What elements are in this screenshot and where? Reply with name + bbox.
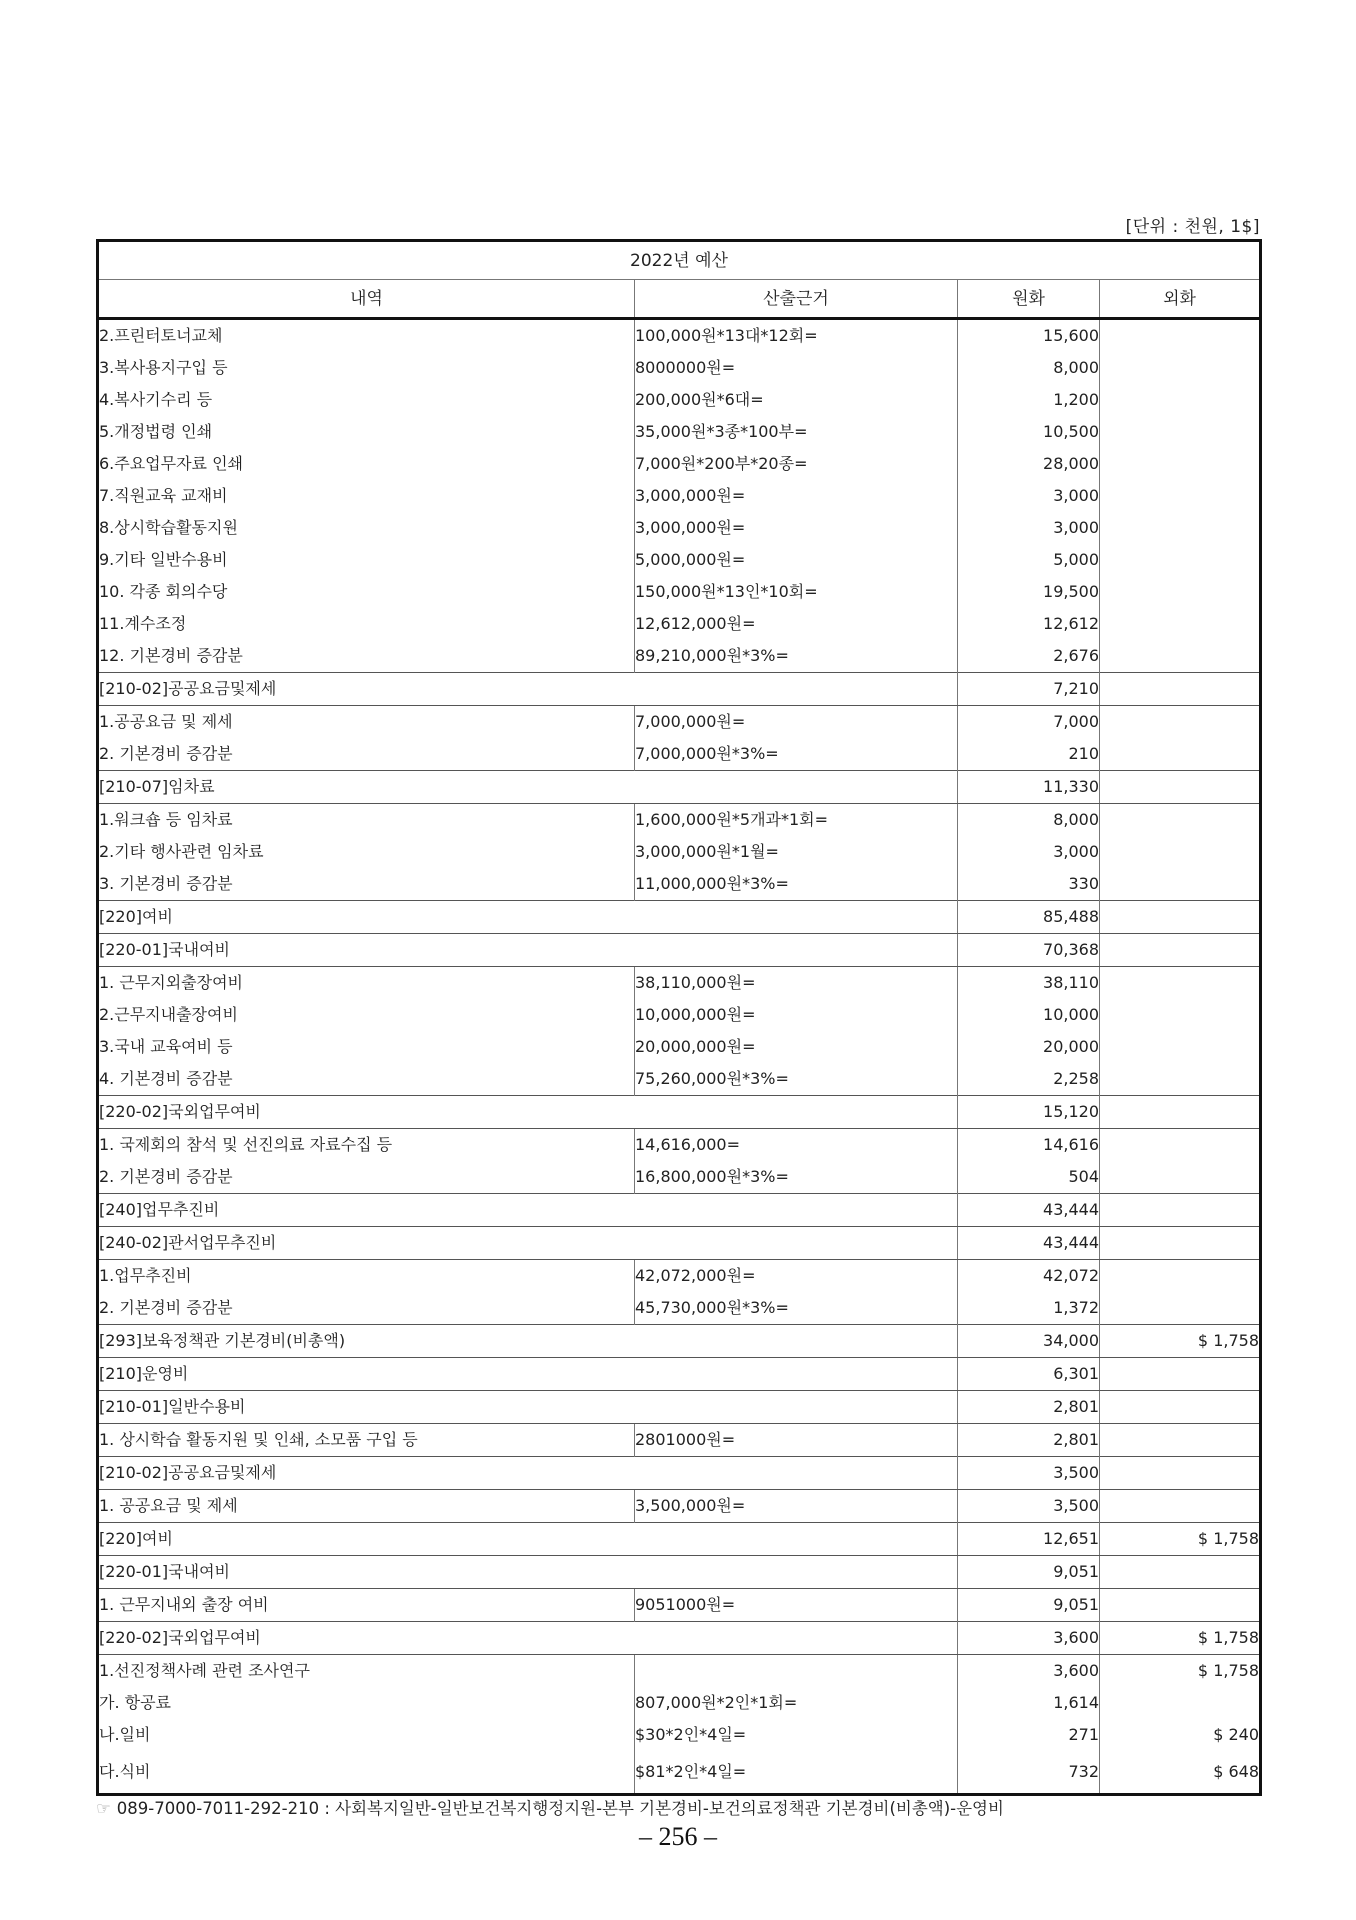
item-row: [98, 608, 1261, 640]
krw-amount: 85,488: [958, 901, 1100, 934]
section-row: [98, 934, 1261, 967]
column-header-fx: 외화: [1100, 280, 1261, 319]
fx-amount: [1100, 1490, 1261, 1523]
krw-amount: 7,000: [958, 706, 1100, 739]
calculation-basis: 1,600,000원*5개과*1회=: [635, 804, 958, 837]
calculation-basis: 100,000원*13대*12회=: [635, 319, 958, 353]
calculation-basis: 7,000원*200부*20종=: [635, 448, 958, 480]
krw-amount: 9,051: [958, 1589, 1100, 1622]
fx-amount: [1100, 544, 1261, 576]
item-row: [98, 512, 1261, 544]
section-label: [210]운영비: [98, 1358, 958, 1391]
krw-amount: 70,368: [958, 934, 1100, 967]
krw-amount: 3,600: [958, 1655, 1100, 1688]
item-label: 1. 상시학습 활동지원 및 인쇄, 소모품 구입 등: [98, 1424, 635, 1457]
calculation-basis: 42,072,000원=: [635, 1260, 958, 1293]
krw-amount: 9,051: [958, 1556, 1100, 1589]
fx-amount: [1100, 608, 1261, 640]
item-row: [98, 576, 1261, 608]
fx-amount: [1100, 1687, 1261, 1719]
fx-amount: [1100, 934, 1261, 967]
section-row: [98, 771, 1261, 804]
column-header-krw: 원화: [958, 280, 1100, 319]
krw-amount: 3,000: [958, 480, 1100, 512]
krw-amount: 7,210: [958, 673, 1100, 706]
fx-amount: $ 1,758: [1100, 1325, 1261, 1358]
krw-amount: 19,500: [958, 576, 1100, 608]
item-label: 9.기타 일반수용비: [99, 550, 228, 569]
column-header-item: 내역: [98, 280, 635, 319]
fx-amount: [1100, 448, 1261, 480]
krw-amount: 3,500: [958, 1490, 1100, 1523]
krw-amount: 10,500: [958, 416, 1100, 448]
item-label: 1.선진정책사례 관련 조사연구: [98, 1655, 635, 1688]
calculation-basis: 14,616,000=: [635, 1129, 958, 1162]
krw-amount: 42,072: [958, 1260, 1100, 1293]
item-row: [98, 706, 1261, 739]
item-row: [98, 967, 1261, 1000]
section-label: [293]보육정책관 기본경비(비총액): [98, 1325, 958, 1358]
fx-amount: [1100, 999, 1261, 1031]
item-label: 4.복사기수리 등: [99, 390, 213, 409]
item-label: 11.계수조정: [99, 614, 187, 633]
item-label: 3.복사용지구입 등: [99, 358, 228, 377]
krw-amount: 3,500: [958, 1457, 1100, 1490]
krw-amount: 3,000: [958, 512, 1100, 544]
krw-amount: 210: [958, 738, 1100, 771]
fx-amount: [1100, 1358, 1261, 1391]
item-row: [98, 1292, 1261, 1325]
section-label: [220]여비: [98, 1523, 958, 1556]
item-label: 5.개정법령 인쇄: [99, 422, 213, 441]
section-label: [220-01]국내여비: [98, 934, 958, 967]
krw-amount: 1,372: [958, 1292, 1100, 1325]
section-row: [98, 1391, 1261, 1424]
calculation-basis: 7,000,000원=: [635, 706, 958, 739]
item-row: [98, 1424, 1261, 1457]
fx-amount: [1100, 1556, 1261, 1589]
calculation-basis: 3,500,000원=: [635, 1490, 958, 1523]
item-row: [98, 804, 1261, 837]
fx-amount: $ 240: [1100, 1719, 1261, 1751]
section-row: [98, 1194, 1261, 1227]
calculation-basis: 150,000원*13인*10회=: [635, 576, 958, 608]
calculation-basis: 12,612,000원=: [635, 608, 958, 640]
item-row: [98, 544, 1261, 576]
item-label: 2. 기본경비 증감분: [99, 1167, 233, 1186]
item-label: 10. 각종 회의수당: [99, 582, 228, 601]
calculation-basis: 3,000,000원=: [635, 480, 958, 512]
item-label: 1.워크숍 등 임차료: [98, 804, 635, 837]
item-label: 2.근무지내출장여비: [99, 1005, 238, 1024]
krw-amount: 6,301: [958, 1358, 1100, 1391]
fx-amount: [1100, 967, 1261, 1000]
item-label: 1.업무추진비: [98, 1260, 635, 1293]
calculation-basis: 75,260,000원*3%=: [635, 1063, 958, 1096]
item-row: [98, 1063, 1261, 1096]
section-label: [240-02]관서업무추진비: [98, 1227, 958, 1260]
fx-amount: [1100, 706, 1261, 739]
item-label: 8.상시학습활동지원: [99, 518, 238, 537]
calculation-basis: 2801000원=: [635, 1424, 958, 1457]
fx-amount: [1100, 384, 1261, 416]
item-row: [98, 1655, 1261, 1688]
footnote-text: 089-7000-7011-292-210 : 사회복지일반-일반보건복지행정지원-본부 기본경비-보건의료정책관 기본경비(비총액)-운영비: [116, 1799, 1004, 1818]
item-label: 1. 국제회의 참석 및 선진의료 자료수집 등: [98, 1129, 635, 1162]
calculation-basis: 89,210,000원*3%=: [635, 640, 958, 673]
krw-amount: 20,000: [958, 1031, 1100, 1063]
calculation-basis: 807,000원*2인*1회=: [635, 1687, 958, 1719]
krw-amount: 271: [958, 1719, 1100, 1751]
fx-amount: [1100, 576, 1261, 608]
section-row: [98, 1325, 1261, 1358]
item-row: [98, 738, 1261, 771]
krw-amount: 34,000: [958, 1325, 1100, 1358]
item-row: [98, 999, 1261, 1031]
fx-amount: [1100, 319, 1261, 353]
krw-amount: 12,651: [958, 1523, 1100, 1556]
fx-amount: [1100, 416, 1261, 448]
calculation-basis: 200,000원*6대=: [635, 384, 958, 416]
item-label: 2. 기본경비 증감분: [99, 1298, 233, 1317]
krw-amount: 732: [958, 1751, 1100, 1795]
item-row: [98, 1490, 1261, 1523]
item-label: 3.국내 교육여비 등: [99, 1037, 233, 1056]
krw-amount: 12,612: [958, 608, 1100, 640]
item-label: 4. 기본경비 증감분: [99, 1069, 233, 1088]
fx-amount: [1100, 512, 1261, 544]
fx-amount: [1100, 804, 1261, 837]
fx-amount: [1100, 1096, 1261, 1129]
krw-amount: 38,110: [958, 967, 1100, 1000]
krw-amount: 3,000: [958, 836, 1100, 868]
fx-amount: [1100, 1260, 1261, 1293]
section-label: [220-01]국내여비: [98, 1556, 958, 1589]
fx-amount: [1100, 1129, 1261, 1162]
item-label: 1. 근무지내외 출장 여비: [98, 1589, 635, 1622]
section-label: [220-02]국외업무여비: [98, 1096, 958, 1129]
item-row: [98, 384, 1261, 416]
item-row: [98, 868, 1261, 901]
calculation-basis: $81*2인*4일=: [635, 1751, 958, 1795]
footnote: [96, 1795, 1004, 1819]
pointing-hand-icon: ☞: [96, 1799, 111, 1818]
fx-amount: [1100, 1194, 1261, 1227]
fx-amount: $ 1,758: [1100, 1523, 1261, 1556]
section-label: [220-02]국외업무여비: [98, 1622, 958, 1655]
item-row: [98, 448, 1261, 480]
krw-amount: 2,258: [958, 1063, 1100, 1096]
krw-amount: 8,000: [958, 804, 1100, 837]
item-row: [98, 1129, 1261, 1162]
fx-amount: [1100, 1457, 1261, 1490]
unit-label: [단위 : 천원, 1$]: [1125, 217, 1260, 237]
calculation-basis: 3,000,000원*1월=: [635, 836, 958, 868]
item-label: 2.기타 행사관련 임차료: [99, 842, 264, 861]
krw-amount: 1,200: [958, 384, 1100, 416]
calculation-basis: [635, 1655, 958, 1688]
krw-amount: 2,801: [958, 1391, 1100, 1424]
fx-amount: [1100, 771, 1261, 804]
section-label: [220]여비: [98, 901, 958, 934]
section-row: [98, 1622, 1261, 1655]
item-row: [98, 1687, 1261, 1719]
section-row: [98, 1523, 1261, 1556]
item-label: 나.일비: [99, 1725, 151, 1744]
column-header-basis: 산출근거: [635, 280, 958, 319]
fx-amount: [1100, 1063, 1261, 1096]
calculation-basis: 5,000,000원=: [635, 544, 958, 576]
krw-amount: 330: [958, 868, 1100, 901]
section-label: [210-02]공공요금및제세: [98, 1457, 958, 1490]
calculation-basis: 7,000,000원*3%=: [635, 738, 958, 771]
section-row: [98, 1227, 1261, 1260]
krw-amount: 3,600: [958, 1622, 1100, 1655]
fx-amount: [1100, 836, 1261, 868]
fx-amount: [1100, 673, 1261, 706]
item-label: 다.식비: [99, 1762, 151, 1781]
calculation-basis: 38,110,000원=: [635, 967, 958, 1000]
item-label: 가. 항공료: [99, 1693, 171, 1712]
fx-amount: [1100, 1227, 1261, 1260]
page-number: – 256 –: [639, 1822, 717, 1851]
item-label: 7.직원교육 교재비: [99, 486, 228, 505]
calculation-basis: 10,000,000원=: [635, 999, 958, 1031]
krw-amount: 15,600: [958, 319, 1100, 353]
item-label: 6.주요업무자료 인쇄: [99, 454, 243, 473]
krw-amount: 15,120: [958, 1096, 1100, 1129]
budget-table: [96, 239, 1262, 1796]
krw-amount: 5,000: [958, 544, 1100, 576]
section-row: [98, 1457, 1261, 1490]
item-label: 1.공공요금 및 제세: [98, 706, 635, 739]
item-row: [98, 1161, 1261, 1194]
krw-amount: 2,801: [958, 1424, 1100, 1457]
fx-amount: [1100, 738, 1261, 771]
fx-amount: [1100, 901, 1261, 934]
item-label: 2. 기본경비 증감분: [99, 744, 233, 763]
item-row: [98, 416, 1261, 448]
item-label: 2.프린터토너교체: [99, 326, 223, 345]
item-label: 1. 근무지외출장여비: [98, 967, 635, 1000]
fx-amount: [1100, 1161, 1261, 1194]
year-header: 2022년 예산: [98, 241, 1261, 280]
fx-amount: [1100, 1391, 1261, 1424]
item-row: [98, 1031, 1261, 1063]
section-label: [240]업무추진비: [98, 1194, 958, 1227]
item-row: [98, 1751, 1261, 1795]
calculation-basis: 3,000,000원=: [635, 512, 958, 544]
fx-amount: [1100, 480, 1261, 512]
krw-amount: 2,676: [958, 640, 1100, 673]
krw-amount: 14,616: [958, 1129, 1100, 1162]
fx-amount: [1100, 1424, 1261, 1457]
krw-amount: 1,614: [958, 1687, 1100, 1719]
fx-amount: [1100, 1031, 1261, 1063]
fx-amount: $ 648: [1100, 1751, 1261, 1795]
calculation-basis: $30*2인*4일=: [635, 1719, 958, 1751]
krw-amount: 8,000: [958, 352, 1100, 384]
item-label: 12. 기본경비 증감분: [99, 646, 243, 665]
fx-amount: [1100, 352, 1261, 384]
item-row: [98, 640, 1261, 673]
krw-amount: 28,000: [958, 448, 1100, 480]
item-label: 1. 공공요금 및 제세: [98, 1490, 635, 1523]
calculation-basis: 11,000,000원*3%=: [635, 868, 958, 901]
fx-amount: [1100, 640, 1261, 673]
item-row: [98, 1719, 1261, 1751]
krw-amount: 10,000: [958, 999, 1100, 1031]
fx-amount: $ 1,758: [1100, 1655, 1261, 1688]
krw-amount: 43,444: [958, 1227, 1100, 1260]
budget-table-body: [98, 319, 1261, 1795]
item-row: [98, 1260, 1261, 1293]
fx-amount: [1100, 1292, 1261, 1325]
item-row: [98, 352, 1261, 384]
fx-amount: $ 1,758: [1100, 1622, 1261, 1655]
calculation-basis: 20,000,000원=: [635, 1031, 958, 1063]
krw-amount: 43,444: [958, 1194, 1100, 1227]
section-row: [98, 1096, 1261, 1129]
fx-amount: [1100, 868, 1261, 901]
section-row: [98, 1358, 1261, 1391]
section-label: [210-07]임차료: [98, 771, 958, 804]
section-label: [210-02]공공요금및제세: [98, 673, 958, 706]
krw-amount: 11,330: [958, 771, 1100, 804]
section-label: [210-01]일반수용비: [98, 1391, 958, 1424]
section-row: [98, 673, 1261, 706]
calculation-basis: 9051000원=: [635, 1589, 958, 1622]
item-row: [98, 480, 1261, 512]
item-row: [98, 1589, 1261, 1622]
item-row: [98, 836, 1261, 868]
item-row: [98, 319, 1261, 353]
section-row: [98, 901, 1261, 934]
calculation-basis: 45,730,000원*3%=: [635, 1292, 958, 1325]
calculation-basis: 35,000원*3종*100부=: [635, 416, 958, 448]
item-label: 3. 기본경비 증감분: [99, 874, 233, 893]
calculation-basis: 16,800,000원*3%=: [635, 1161, 958, 1194]
fx-amount: [1100, 1589, 1261, 1622]
section-row: [98, 1556, 1261, 1589]
krw-amount: 504: [958, 1161, 1100, 1194]
calculation-basis: 8000000원=: [635, 352, 958, 384]
